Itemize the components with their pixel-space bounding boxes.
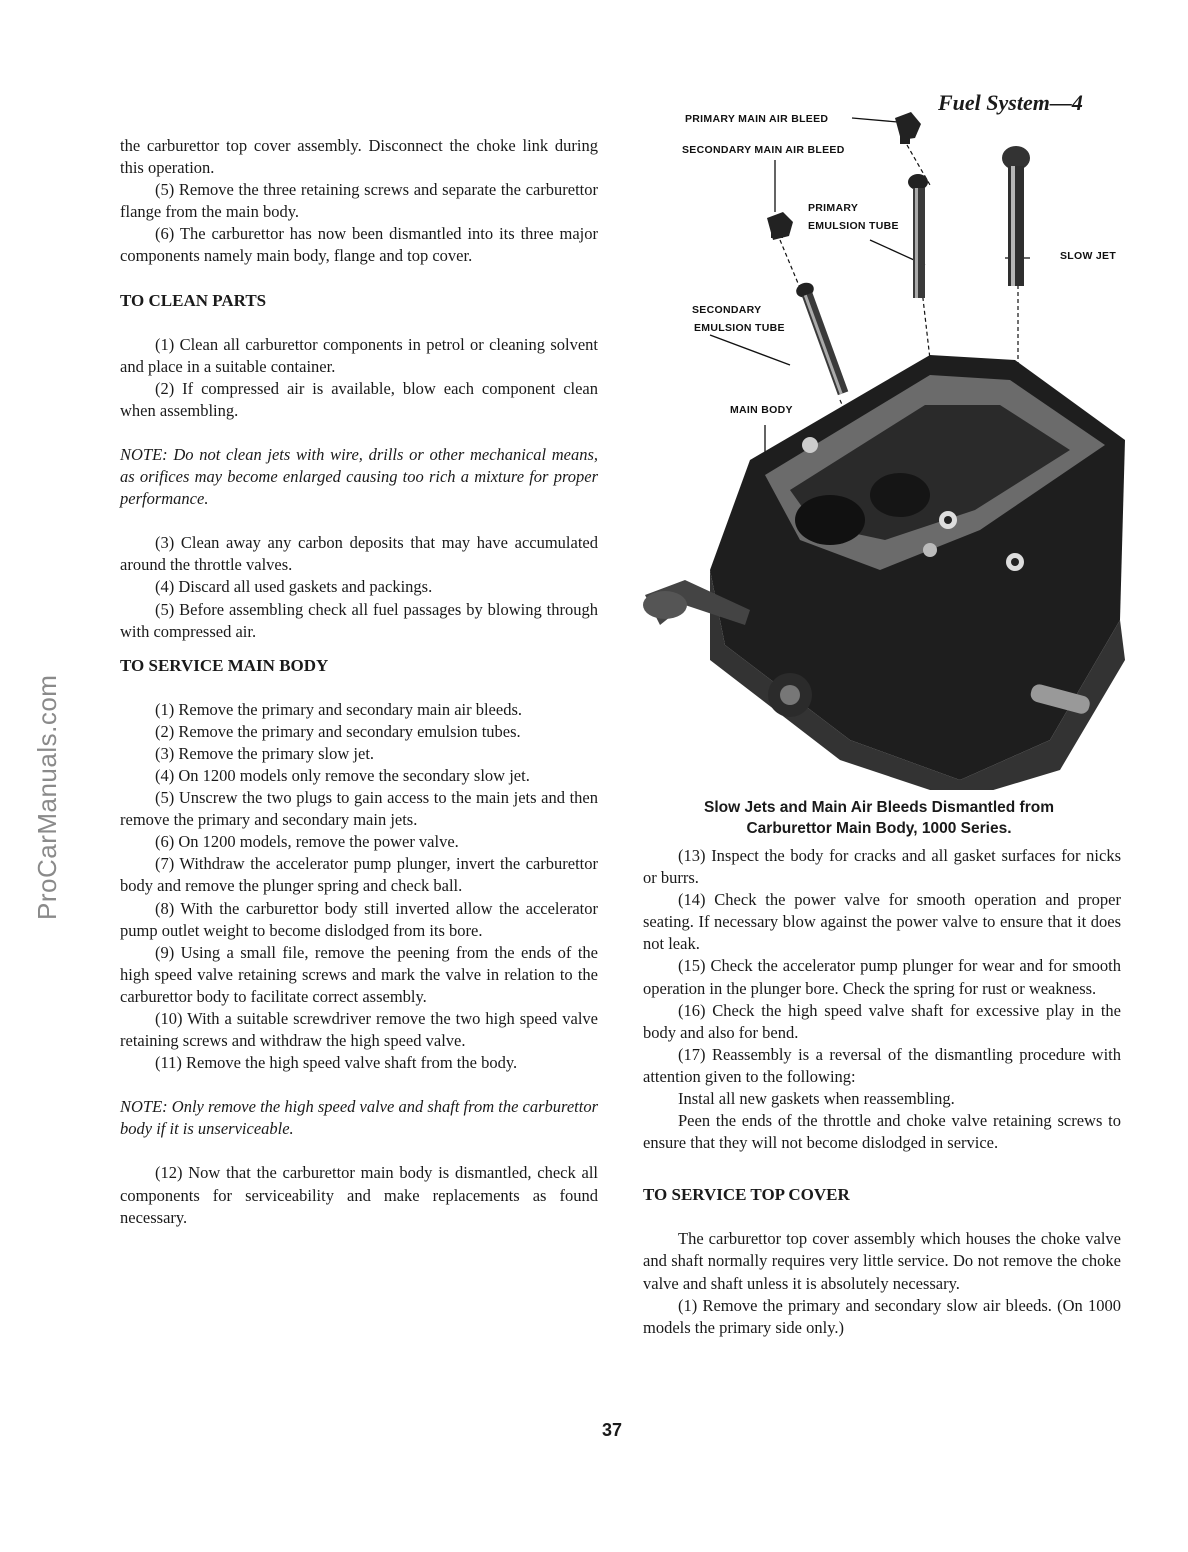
section-title: Fuel System—4 [938, 90, 1083, 115]
page-number: 37 [602, 1420, 623, 1440]
caption-line: Carburettor Main Body, 1000 Series. [746, 820, 1012, 837]
step: Instal all new gaskets when reassembling. [678, 1089, 955, 1109]
step: (17) Reassembly is a reversal of the dismantling procedure with attention given to the following: [643, 1044, 1121, 1086]
label-main-body: MAIN BODY [730, 404, 793, 416]
step: (8) With the carburettor body still inverted allow the accelerator pump outlet weight to become dislodged from its bore. [120, 898, 598, 940]
note: NOTE: Do not clean jets with wire, drills or other mechanical means, as orifices may become enlarged causing too rich a mixture for proper performance. [120, 444, 598, 509]
heading-clean-parts: TO CLEAN PARTS [120, 290, 267, 310]
carburettor-illustration [630, 100, 1130, 790]
right-column [643, 845, 1121, 1339]
watermark [22, 640, 62, 930]
step: (16) Check the high speed valve shaft for excessive play in the body and also for bend. [643, 1000, 1121, 1042]
step: (4) Discard all used gaskets and packings. [155, 577, 433, 597]
step: (7) Withdraw the accelerator pump plunger, invert the carburettor body and remove the plunger spring and check ball. [120, 854, 598, 896]
step: (9) Using a small file, remove the peening from the ends of the high speed valve retaining screws and mark the valve in relation to the carburettor body to facilitate correct assembly. [120, 942, 598, 1006]
left-column [120, 135, 598, 1229]
heading-service-top-cover: TO SERVICE TOP COVER [643, 1185, 850, 1205]
label-primary: PRIMARY [808, 202, 859, 214]
step: (3) Remove the primary slow jet. [155, 743, 375, 763]
step: (2) If compressed air is available, blow each component clean when assembling. [120, 378, 598, 420]
step: (11) Remove the high speed valve shaft from the body. [155, 1053, 518, 1073]
paragraph: The carburettor top cover assembly which houses the choke valve and shaft normally requires very little service. Do not remove the choke valve and shaft unless it is absolutely necessary. [643, 1229, 1121, 1293]
step: (12) Now that the carburettor main body is dismantled, check all components for serviceability and make replacements as found necessary. [120, 1163, 598, 1227]
carburettor-figure [630, 100, 1130, 790]
step: (2) Remove the primary and secondary emulsion tubes. [155, 721, 521, 741]
step: (1) Remove the primary and secondary main air bleeds. [155, 699, 522, 719]
step: (1) Remove the primary and secondary slow air bleeds. (On 1000 models the primary side only.) [643, 1295, 1121, 1337]
note: NOTE: Only remove the high speed valve and shaft from the carburettor body if it is unserviceable. [120, 1097, 598, 1139]
heading-service-main-body: TO SERVICE MAIN BODY [120, 655, 329, 675]
watermark-text: ProCarManuals.com [32, 674, 62, 920]
step: (15) Check the accelerator pump plunger for wear and for smooth operation in the plunger bore. Check the spring for rust or weakness. [643, 956, 1121, 998]
label-primary-emulsion-tube: EMULSION TUBE [808, 220, 899, 232]
step: (14) Check the power valve for smooth operation and proper seating. If necessary blow against the power valve to ensure that it does not leak. [643, 890, 1121, 954]
paragraph: the carburettor top cover assembly. Disconnect the choke link during this operation. [120, 136, 598, 178]
step: (5) Before assembling check all fuel passages by blowing through with compressed air. [120, 599, 598, 641]
label-secondary-main-air-bleed: SECONDARY MAIN AIR BLEED [682, 144, 845, 156]
paragraph: (6) The carburettor has now been dismantled into its three major components namely main body, flange and top cover. [120, 224, 598, 266]
figure-caption [645, 797, 1113, 839]
step: (3) Clean away any carbon deposits that may have accumulated around the throttle valves. [120, 533, 598, 575]
step: (6) On 1200 models, remove the power valve. [155, 832, 459, 852]
caption-line: Slow Jets and Main Air Bleeds Dismantled from [704, 799, 1054, 816]
label-secondary-emulsion-tube: EMULSION TUBE [694, 322, 785, 334]
step: (1) Clean all carburettor components in petrol or cleaning solvent and place in a suitable container. [120, 334, 598, 376]
label-secondary: SECONDARY [692, 304, 762, 316]
step: (4) On 1200 models only remove the secondary slow jet. [155, 765, 530, 785]
step: Peen the ends of the throttle and choke valve retaining screws to ensure that they will not become dislodged in service. [643, 1111, 1121, 1153]
step: (13) Inspect the body for cracks and all gasket surfaces for nicks or burrs. [643, 846, 1121, 888]
paragraph: (5) Remove the three retaining screws and separate the carburettor flange from the main body. [120, 180, 598, 222]
step: (5) Unscrew the two plugs to gain access to the main jets and then remove the primary and secondary main jets. [120, 788, 598, 830]
label-slow-jet: SLOW JET [1060, 250, 1117, 262]
label-primary-main-air-bleed: PRIMARY MAIN AIR BLEED [685, 113, 829, 125]
step: (10) With a suitable screwdriver remove the two high speed valve retaining screws and withdraw the high speed valve. [120, 1009, 598, 1051]
